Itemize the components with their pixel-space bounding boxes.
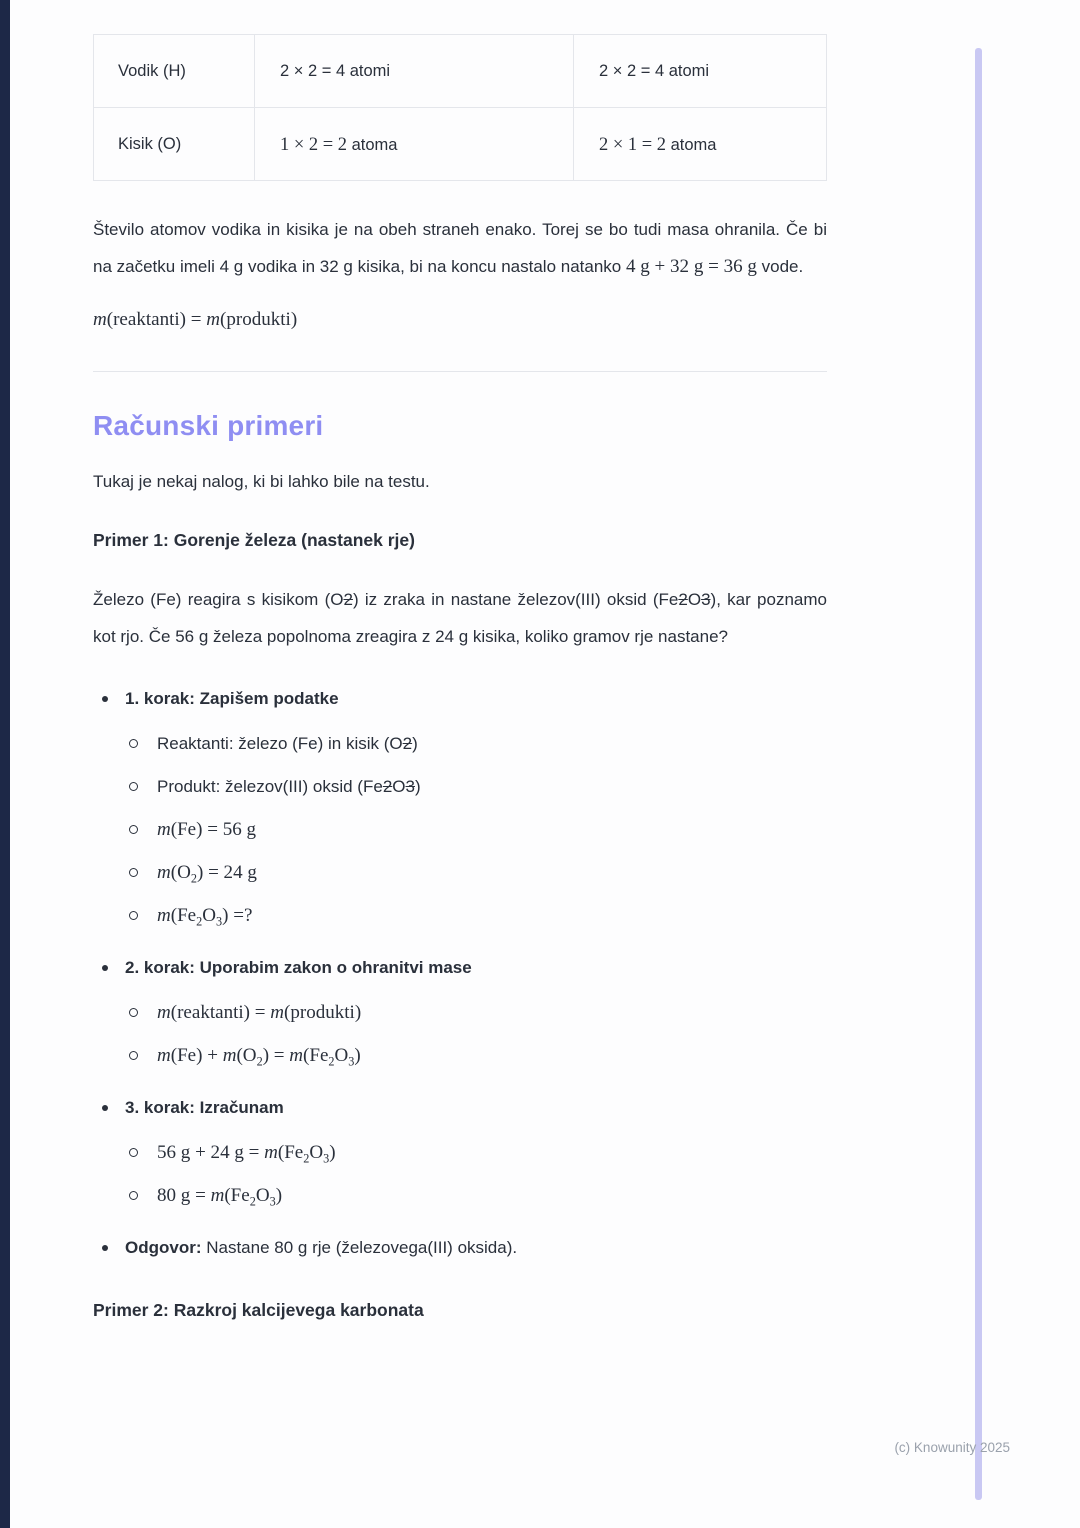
step-3-items	[125, 1139, 827, 1210]
step-1-title: 1. korak: Zapišem podatke	[125, 689, 339, 708]
list-item: $m(Fe_2O_3)$ =?	[125, 902, 827, 930]
section-lead: Tukaj je nekaj nalog, ki bi lahko bile na testu.	[93, 472, 430, 491]
right-accent-strip	[975, 48, 982, 1500]
table-cell-right-count: 2 × 1 = 2 atoma	[574, 108, 827, 181]
section-title: Računski primeri	[93, 410, 324, 441]
mass-conservation-formula: m(reaktanti) = m(produkti)	[93, 309, 298, 330]
list-item: $m(Fe) + m(O_2) = m(Fe_2O_3)$	[125, 1042, 827, 1070]
table-cell-element: Vodik (H)	[94, 35, 255, 108]
list-item: m(reaktanti) = m(produkti)	[125, 999, 827, 1027]
answer-item: Odgovor: Nastane 80 g rje (železovega(III) oksida).	[93, 1234, 827, 1262]
primer2-title: Primer 2: Razkroj kalcijevega karbonata	[93, 1300, 424, 1320]
step-2-title: 2. korak: Uporabim zakon o ohranitvi mase	[125, 958, 472, 977]
table-cell-element: Kisik (O)	[94, 108, 255, 181]
step-1	[93, 685, 827, 930]
left-accent-bar	[0, 0, 10, 1528]
copyright-notice: (c) Knowunity 2025	[894, 1440, 1010, 1455]
step-3-title: 3. korak: Izračunam	[125, 1098, 284, 1117]
step-1-items	[125, 730, 827, 930]
intro-paragraph: Število atomov vodika in kisika je na obeh straneh enako. Torej se bo tudi masa ohranila. Če bi na začetku imeli 4 g vodika in 32 g kisika, bi na koncu nastalo natanko 4 g + 32 g = 36 g vode.	[93, 220, 827, 277]
list-item: 56 g + 24 $g = m(Fe_2O_3)$	[125, 1139, 827, 1167]
primer1-title: Primer 1: Gorenje železa (nastanek rje)	[93, 530, 415, 550]
list-item: m(Fe) = 56 g	[125, 816, 827, 844]
primer1-paragraph: Železo (Fe) reagira s kisikom (O2) iz zraka in nastane železov(III) oksid (Fe2O3), kar poznamo kot rjo. Če 56 g železa popolnoma zreagira z 24 g kisika, koliko gramov rje nastane?	[93, 590, 827, 646]
step-2-items	[125, 999, 827, 1070]
table-cell-left-count: 2 × 2 = 4 atomi	[255, 35, 574, 108]
atom-count-table	[93, 34, 827, 181]
table-cell-right-count: 2 × 2 = 4 atomi	[574, 35, 827, 108]
list-item: Produkt: železov(III) oksid (Fe2O3)	[125, 773, 827, 801]
step-3	[93, 1094, 827, 1210]
document-content	[93, 34, 827, 1321]
list-item: $m(O_2) = 24$ g	[125, 859, 827, 887]
step-2	[93, 954, 827, 1070]
table-row-vodik	[94, 35, 827, 108]
list-item: 80 $g = m(Fe_2O_3)$	[125, 1182, 827, 1210]
section-divider	[93, 371, 827, 372]
table-row-kisik	[94, 108, 827, 181]
table-cell-left-count: 1 × 2 = 2 atoma	[255, 108, 574, 181]
list-item: Reaktanti: železo (Fe) in kisik (O2)	[125, 730, 827, 758]
steps-list	[93, 685, 827, 1262]
